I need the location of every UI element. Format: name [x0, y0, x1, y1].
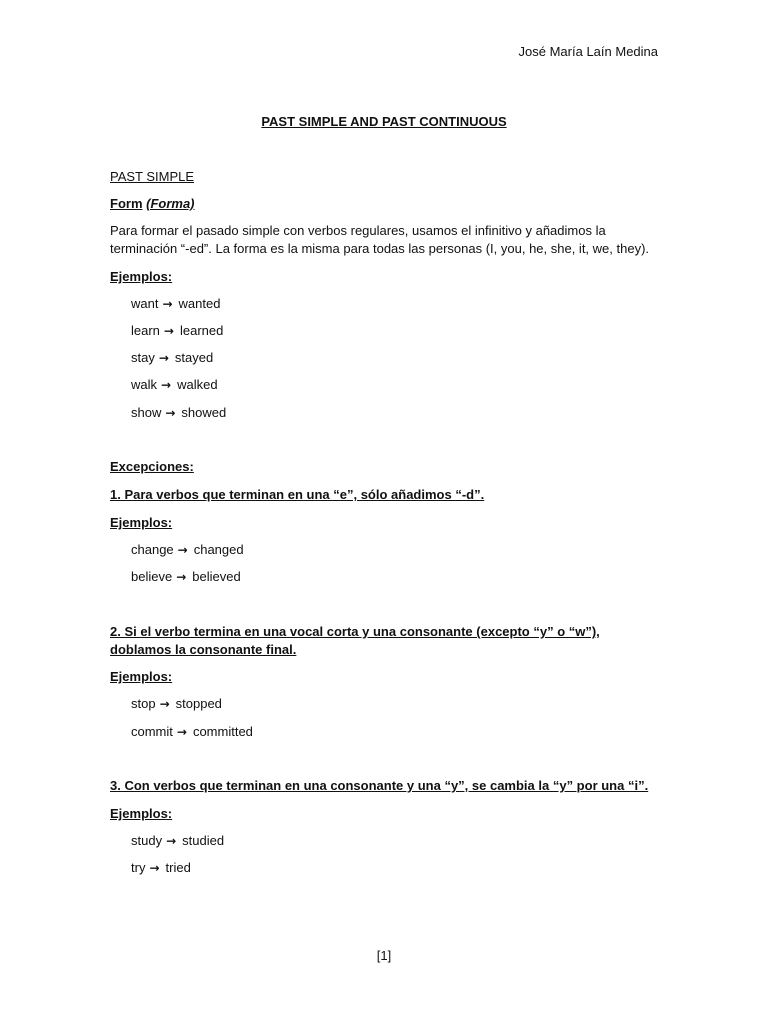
form-heading-italic: (Forma): [146, 196, 195, 211]
example-item: [131, 349, 213, 367]
example-base: show: [131, 405, 162, 420]
example-past: wanted: [178, 296, 221, 311]
arrow-icon: →: [176, 725, 187, 739]
arrow-icon: →: [158, 351, 169, 365]
arrow-icon: →: [162, 297, 173, 311]
example-item: [131, 295, 220, 313]
example-item: [131, 859, 191, 877]
example-past: studied: [182, 833, 225, 848]
rule-3: 3. Con verbos que terminan en una consonante y una “y”, se cambia la “y” por una “i”.: [110, 778, 649, 793]
author-name: José María Laín Medina: [518, 44, 658, 59]
example-base: believe: [131, 569, 173, 584]
form-heading-label: Form: [110, 196, 143, 211]
example-base: change: [131, 542, 174, 557]
example-past: learned: [179, 323, 224, 338]
example-item: [131, 376, 218, 394]
examples-label: Ejemplos:: [110, 269, 173, 284]
exceptions-label: Excepciones:: [110, 459, 194, 474]
example-base: learn: [131, 323, 160, 338]
example-item: [131, 541, 244, 559]
example-past: believed: [192, 569, 241, 584]
example-past: stayed: [174, 350, 214, 365]
form-heading: [110, 195, 195, 212]
arrow-icon: →: [177, 543, 188, 557]
example-base: study: [131, 833, 163, 848]
example-past: tried: [165, 860, 191, 875]
example-base: want: [131, 296, 159, 311]
example-past: committed: [192, 724, 253, 739]
example-past: showed: [181, 405, 227, 420]
example-item: [131, 322, 223, 340]
examples-label: Ejemplos:: [110, 515, 173, 530]
arrow-icon: →: [166, 834, 177, 848]
arrow-icon: →: [159, 697, 170, 711]
example-item: [131, 723, 253, 741]
examples-label: Ejemplos:: [110, 669, 173, 684]
example-past: walked: [177, 377, 218, 392]
example-past: changed: [193, 542, 244, 557]
example-item: [131, 404, 226, 422]
arrow-icon: →: [149, 861, 160, 875]
rule-2: 2. Si el verbo termina en una vocal corta y una consonante (excepto “y” o “w”), doblamos la consonante final.: [110, 624, 600, 657]
rule-1: 1. Para verbos que terminan en una “e”, sólo añadimos “-d”.: [110, 487, 485, 502]
arrow-icon: →: [163, 324, 174, 338]
intro-paragraph: Para formar el pasado simple con verbos regulares, usamos el infinitivo y añadimos la terminación “-ed”. La forma es la misma para todas las personas (I, you, he, she, it, we, they).: [110, 223, 650, 256]
arrow-icon: →: [165, 406, 176, 420]
arrow-icon: →: [176, 570, 187, 584]
examples-label: Ejemplos:: [110, 806, 173, 821]
example-item: [131, 695, 222, 713]
section-heading: PAST SIMPLE: [110, 169, 195, 184]
example-past: stopped: [175, 696, 222, 711]
example-base: stop: [131, 696, 156, 711]
example-base: stay: [131, 350, 155, 365]
example-base: try: [131, 860, 146, 875]
example-item: [131, 832, 224, 850]
arrow-icon: →: [161, 378, 172, 392]
example-base: commit: [131, 724, 173, 739]
example-base: walk: [131, 377, 158, 392]
document-title: PAST SIMPLE AND PAST CONTINUOUS: [261, 114, 507, 129]
page-number: [1]: [376, 948, 392, 963]
example-item: [131, 568, 241, 586]
